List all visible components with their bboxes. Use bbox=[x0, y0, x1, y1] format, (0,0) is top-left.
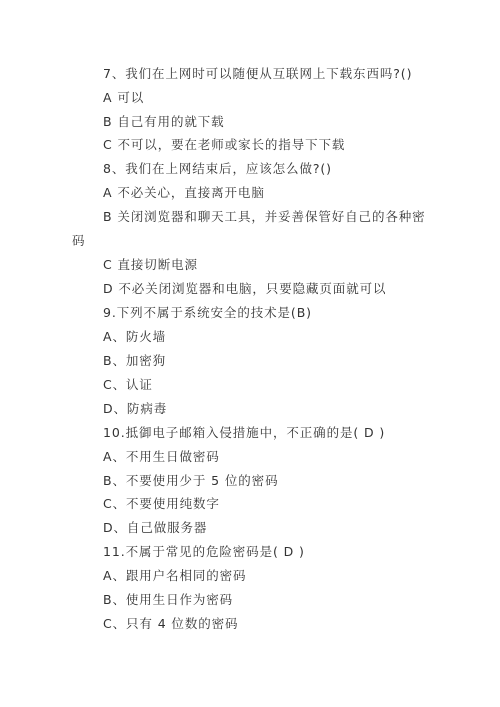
question-10: 10.抵御电子邮箱入侵措施中，不正确的是( D ) bbox=[103, 425, 386, 440]
option-9b: B、加密狗 bbox=[103, 353, 167, 368]
question-8: 8、我们在上网结束后，应该怎么做?() bbox=[103, 161, 332, 176]
option-11c: C、只有 4 位数的密码 bbox=[103, 616, 239, 631]
option-10d: D、自己做服务器 bbox=[103, 520, 208, 535]
option-10a: A、不用生日做密码 bbox=[103, 449, 220, 464]
option-7c: C 不可以，要在老师或家长的指导下下载 bbox=[103, 137, 346, 152]
option-8c: C 直接切断电源 bbox=[103, 257, 198, 272]
option-8b: B 关闭浏览器和聊天工具，并妥善保管好自己的各种密 bbox=[103, 209, 426, 224]
question-7: 7、我们在上网时可以随便从互联网上下载东西吗?() bbox=[103, 66, 413, 81]
option-8d: D 不必关闭浏览器和电脑，只要隐藏页面就可以 bbox=[103, 281, 387, 296]
option-10b: B、不要使用少于 5 位的密码 bbox=[103, 473, 279, 488]
option-9a: A、防火墙 bbox=[103, 329, 167, 344]
option-7a: A 可以 bbox=[103, 90, 145, 105]
question-11: 11.不属于常见的危险密码是( D ) bbox=[103, 544, 305, 559]
option-10c: C、不要使用纯数字 bbox=[103, 496, 220, 511]
option-8a: A 不必关心，直接离开电脑 bbox=[103, 185, 265, 200]
option-11b: B、使用生日作为密码 bbox=[103, 592, 234, 607]
option-7b: B 自己有用的就下载 bbox=[103, 114, 225, 129]
option-9c: C、认证 bbox=[103, 377, 153, 392]
question-9: 9.下列不属于系统安全的技术是(B) bbox=[103, 305, 312, 320]
option-9d: D、防病毒 bbox=[103, 401, 168, 416]
option-8b-continued: 码 bbox=[72, 233, 86, 248]
option-11a: A、跟用户名相同的密码 bbox=[103, 568, 247, 583]
